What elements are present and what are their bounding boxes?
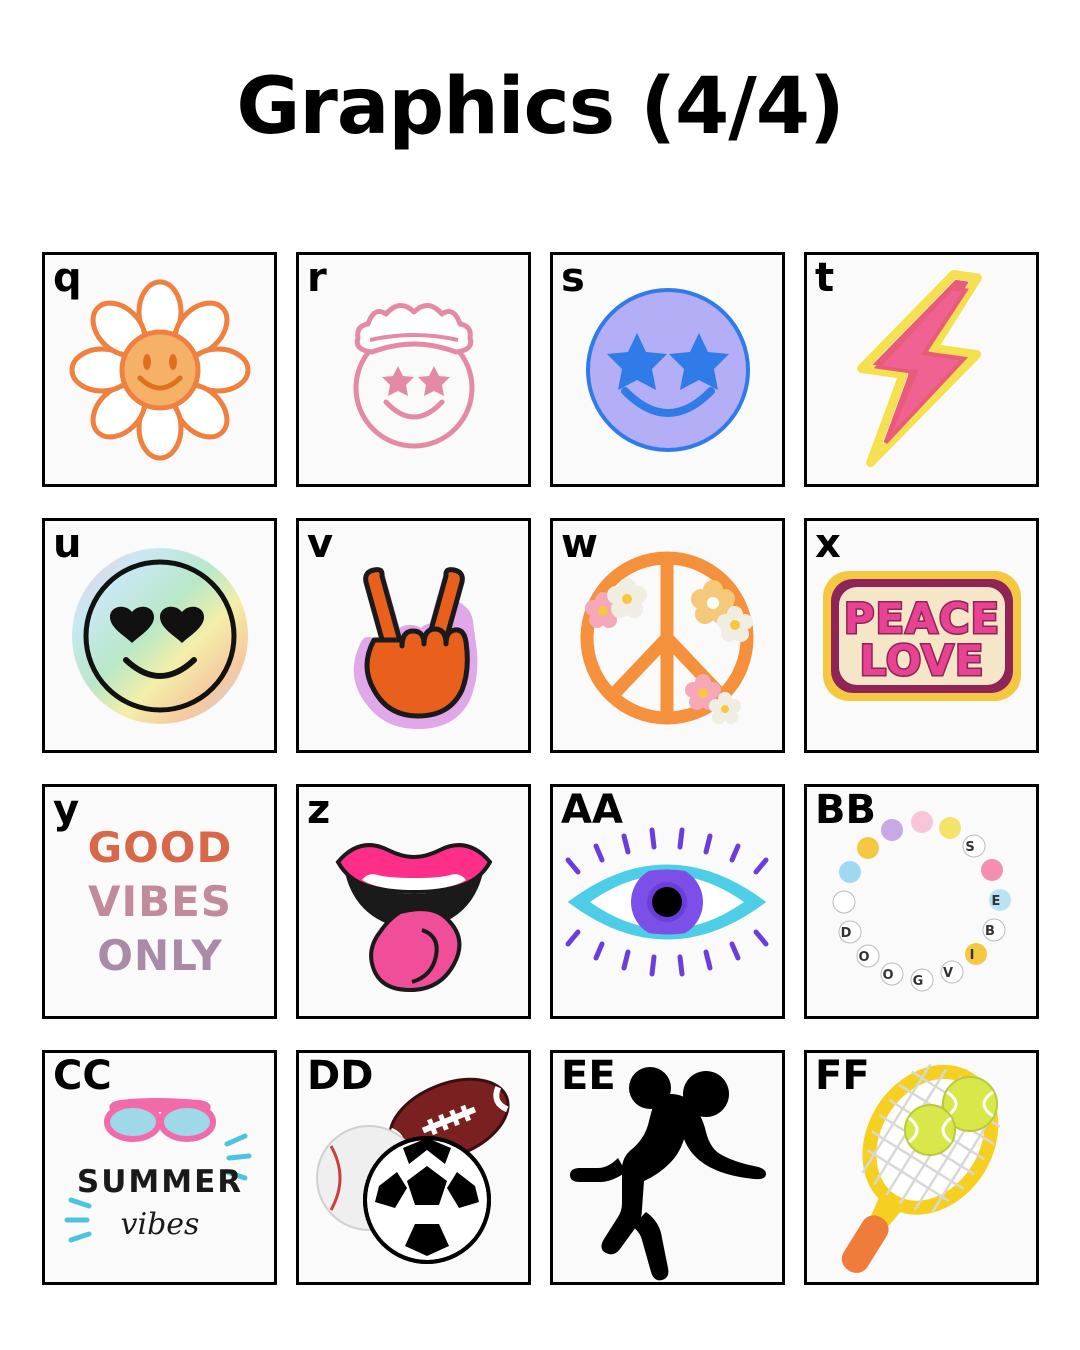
peace-love-lettering-icon [807, 521, 1036, 750]
cell-label-u: u [53, 521, 82, 567]
graphic-cell-q[interactable] [42, 252, 277, 487]
cell-label-t: t [815, 255, 835, 301]
star-eyes-smiley-icon [553, 255, 782, 484]
lips-tongue-icon [299, 787, 528, 1016]
good-vibes-only-lettering-icon [45, 787, 274, 1016]
cell-label-r: r [307, 255, 327, 301]
svg-text:SUMMER: SUMMER [76, 1163, 243, 1200]
cell-label-z: z [307, 787, 331, 833]
cell-label-dd: DD [307, 1053, 374, 1099]
svg-text:GOOD: GOOD [87, 822, 232, 872]
cell-label-v: v [307, 521, 334, 567]
graphic-cell-ee[interactable] [550, 1050, 785, 1285]
cell-label-cc: CC [53, 1053, 112, 1099]
graphic-cell-y[interactable] [42, 784, 277, 1019]
svg-text:O: O [857, 949, 870, 965]
cell-label-w: w [561, 521, 598, 567]
cowboy-smiley-hat-icon [299, 255, 528, 484]
svg-text:LOVE: LOVE [858, 635, 985, 685]
graphic-cell-r[interactable] [296, 252, 531, 487]
lightning-bolt-icon [807, 255, 1036, 484]
svg-text:S: S [964, 839, 975, 855]
svg-text:O: O [881, 967, 894, 983]
graphic-cell-dd[interactable] [296, 1050, 531, 1285]
cell-label-q: q [53, 255, 82, 301]
svg-text:V: V [942, 965, 953, 981]
svg-text:vibes: vibes [120, 1206, 199, 1242]
svg-text:VIBES: VIBES [87, 876, 232, 926]
svg-text:ONLY: ONLY [96, 930, 223, 980]
graphic-cell-w[interactable] [550, 518, 785, 753]
cell-label-ff: FF [815, 1053, 870, 1099]
svg-text:E: E [991, 893, 1000, 909]
graphic-cell-bb[interactable] [804, 784, 1039, 1019]
svg-text:I: I [969, 947, 974, 963]
svg-text:B: B [984, 923, 995, 939]
graphic-cell-v[interactable] [296, 518, 531, 753]
graphic-cell-u[interactable] [42, 518, 277, 753]
cell-label-aa: AA [561, 787, 623, 833]
cell-label-s: s [561, 255, 585, 301]
svg-text:D: D [840, 925, 851, 941]
cell-label-ee: EE [561, 1053, 616, 1099]
cell-label-y: y [53, 787, 80, 833]
graphic-cell-aa[interactable] [550, 784, 785, 1019]
graphic-cell-t[interactable] [804, 252, 1039, 487]
graphic-cell-cc[interactable] [42, 1050, 277, 1285]
cell-label-bb: BB [815, 787, 876, 833]
graphic-cell-ff[interactable] [804, 1050, 1039, 1285]
cell-label-x: x [815, 521, 841, 567]
graphics-grid [42, 252, 1038, 1285]
svg-text:PEACE: PEACE [843, 593, 1000, 643]
graphic-cell-z[interactable] [296, 784, 531, 1019]
graphic-cell-x[interactable] [804, 518, 1039, 753]
graphic-cell-s[interactable] [550, 252, 785, 487]
peace-hand-sign-icon [299, 521, 528, 750]
svg-text:G: G [912, 973, 923, 989]
page-title: Graphics (4/4) [236, 62, 844, 152]
